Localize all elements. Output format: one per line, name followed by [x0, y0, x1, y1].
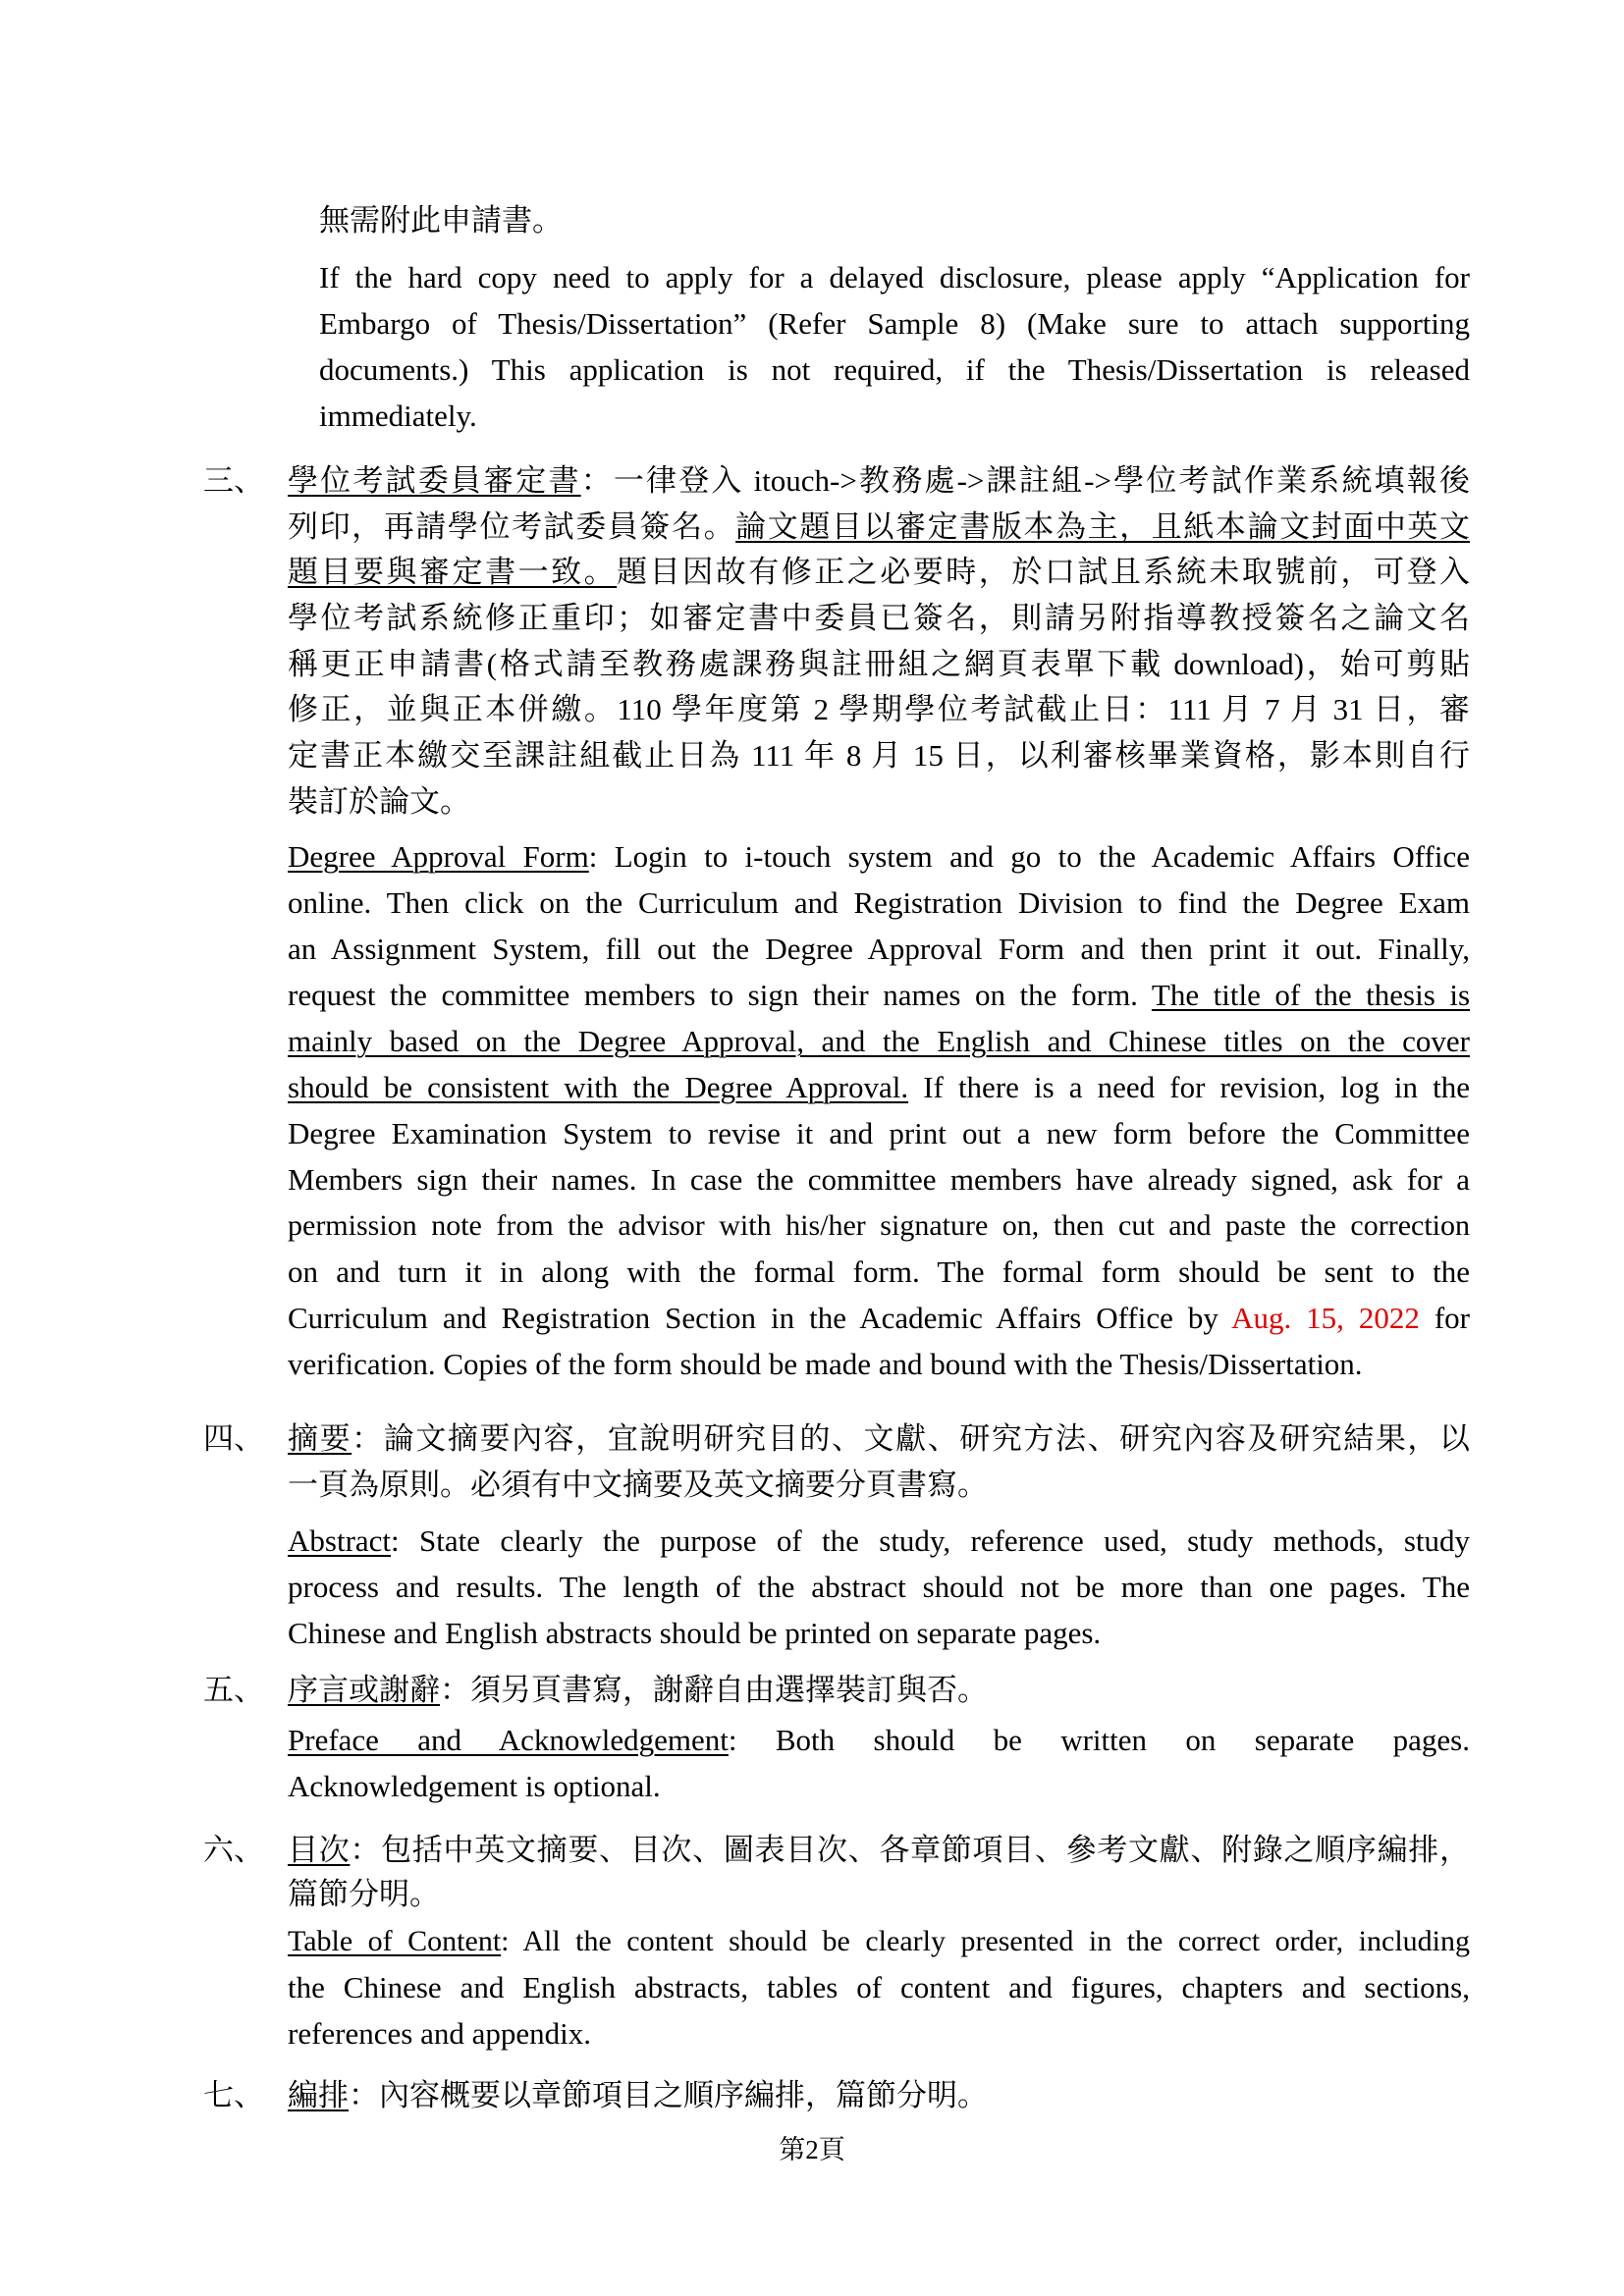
text-span: : All the content should be clearly presented in the correct order, including: [501, 1925, 1470, 1957]
text-span: request the committee members to sign their names on the form.: [288, 978, 1152, 1012]
section-number: 六、: [203, 1833, 264, 1867]
text-line: on and turn it in along with the formal form. The formal form should be sent to the: [288, 1255, 1470, 1289]
section-title: 目次: [288, 1833, 351, 1867]
section-title: 編排: [288, 2078, 349, 2112]
text-line: [288, 974, 1470, 1017]
text-line: [288, 551, 1470, 594]
text-line: [288, 1669, 1470, 1712]
text-line: [288, 1719, 1470, 1762]
section-title: 學位考試委員審定書: [288, 463, 581, 498]
section-number: 五、: [203, 1673, 264, 1707]
text-line: [288, 835, 1470, 879]
text-line: [288, 1417, 1470, 1461]
text-line: process and results. The length of the abstract should not be more than one pages. The: [288, 1570, 1470, 1604]
text-line: Degree Examination System to revise it and print out a new form before the Committee: [288, 1116, 1470, 1150]
text-span: If there is a need for revision, log in the: [908, 1070, 1470, 1104]
text-span: 題目因故有修正之必要時，於口試且系統未取號前，可登入: [617, 555, 1470, 589]
section-number: 七、: [203, 2078, 264, 2112]
text-line: the Chinese and English abstracts, tables of content and figures, chapters and sections,: [288, 1970, 1470, 2004]
text-line: [288, 2074, 1470, 2117]
english-title: Preface and Acknowledgement: [288, 1723, 729, 1757]
text-line: references and appendix.: [288, 2016, 591, 2051]
text-line: [288, 1520, 1470, 1563]
text-line: [288, 1829, 1470, 1872]
text-span: : State clearly the purpose of the study, reference used, study methods, study: [391, 1523, 1470, 1558]
text-line: verification. Copies of the form should be made and bound with the Thesis/Dissertation.: [288, 1347, 1363, 1381]
underlined-text: should be consistent with the Degree Approval.: [288, 1070, 909, 1104]
text-line: [288, 506, 1470, 549]
text-line: online. Then click on the Curriculum and Registration Division to find the Degree Exam: [288, 885, 1470, 920]
text-span: ：一律登入 itouch->教務處->課註組->學位考試作業系統填報後: [580, 463, 1470, 498]
text-line: an Assignment System, fill out the Degree Approval Form and then print it out. Finally,: [288, 932, 1470, 966]
underlined-text: 論文題目以審定書版本為主，且紙本論文封面中英文: [735, 509, 1470, 544]
text-span: ：內容概要以章節項目之順序編排，篇節分明。: [349, 2078, 988, 2112]
text-line: Members sign their names. In case the committee members have already signed, ask for a: [288, 1162, 1470, 1197]
text-line: documents.) This application is not required, if the Thesis/Dissertation is released: [319, 352, 1470, 387]
text-line: immediately.: [319, 399, 477, 433]
text-span: : Both should be written on separate pages.: [728, 1723, 1470, 1757]
text-line: 修正，並與正本併繳。110 學年度第 2 學期學位考試截止日：111 月 7 月 31 日，審: [288, 692, 1470, 726]
english-title: Table of Content: [288, 1925, 502, 1957]
page-number: 第2頁: [779, 2135, 845, 2164]
text-line: 裝訂於論文。: [288, 784, 470, 819]
text-line: [288, 1920, 1470, 1963]
section-title: 摘要: [288, 1421, 352, 1456]
text-line: 稱更正申請書(格式請至教務處課務與註冊組之網頁表單下載 download)，始可剪貼: [288, 647, 1470, 681]
text-line: Chinese and English abstracts should be printed on separate pages.: [288, 1616, 1102, 1650]
english-title: Degree Approval Form: [288, 839, 589, 874]
text-line: 定書正本繳交至課註組截止日為 111 年 8 月 15 日，以利審核畢業資格，影本則自行: [288, 738, 1470, 773]
text-line: [288, 1020, 1470, 1063]
section-number: 三、: [203, 463, 264, 498]
underlined-text: The title of the thesis is: [1151, 978, 1470, 1012]
section-title: 序言或謝辭: [288, 1673, 440, 1707]
text-line: 無需附此申請書。: [319, 203, 563, 238]
text-span: 列印，再請學位考試委員簽名。: [288, 509, 736, 544]
text-span: Curriculum and Registration Section in the Academic Affairs Office by: [288, 1301, 1232, 1335]
underlined-text: mainly based on the Degree Approval, and the English and Chinese titles on the cover: [288, 1024, 1470, 1058]
text-span: ：論文摘要內容，宜說明研究目的、文獻、研究方法、研究內容及研究結果，以: [352, 1421, 1470, 1456]
text-line: 學位考試系統修正重印；如審定書中委員已簽名，則請另附指導教授簽名之論文名: [288, 601, 1470, 635]
text-span: ：包括中英文摘要、目次、圖表目次、各章節項目、參考文獻、附錄之順序編排，: [350, 1833, 1470, 1867]
text-line: If the hard copy need to apply for a delayed disclosure, please apply “Application for: [319, 260, 1470, 294]
text-line: 一頁為原則。必須有中文摘要及英文摘要分頁書寫。: [288, 1468, 988, 1502]
text-span: for: [1419, 1301, 1470, 1335]
text-line: permission note from the advisor with his/her signature on, then cut and paste the correction: [288, 1209, 1470, 1242]
underlined-text: 題目要與審定書一致。: [288, 555, 618, 589]
deadline-date: Aug. 15, 2022: [1231, 1301, 1420, 1335]
text-span: : Login to i-touch system and go to the Academic Affairs Office: [588, 839, 1470, 874]
text-line: [288, 459, 1470, 503]
text-span: ：須另頁書寫，謝辭自由選擇裝訂與否。: [440, 1673, 988, 1707]
english-title: Abstract: [288, 1523, 392, 1558]
text-line: Embargo of Thesis/Dissertation” (Refer Sample 8) (Make sure to attach supporting: [319, 306, 1470, 341]
text-line: [288, 1066, 1470, 1109]
text-line: 篇節分明。: [288, 1877, 440, 1911]
section-number: 四、: [203, 1421, 264, 1456]
text-line: [288, 1297, 1470, 1340]
text-line: Acknowledgement is optional.: [288, 1769, 661, 1803]
